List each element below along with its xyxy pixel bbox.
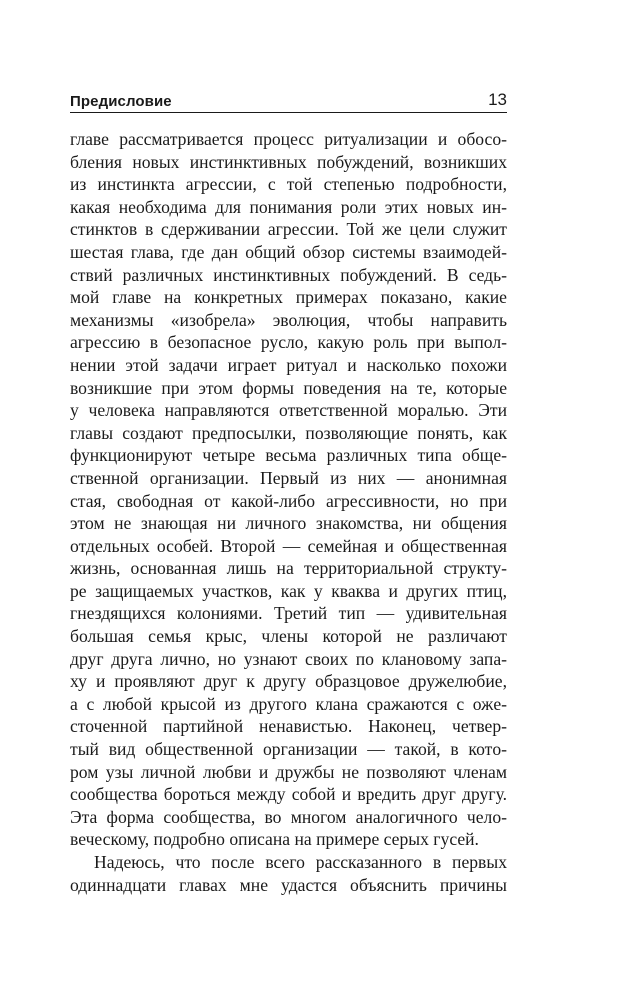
text-line: этом не знающая ни личного знакомства, ни общения: [70, 513, 507, 534]
text-line: функционируют четыре весьма различных типа обще-: [70, 445, 507, 466]
page-number: 13: [488, 90, 507, 109]
header-rule: [70, 112, 507, 113]
text-line: стинктов в сдерживании агрессии. Той же цели служит: [70, 219, 507, 240]
text-line: гнездящихся колониями. Третий тип — удивительная: [70, 603, 507, 624]
body-text: [70, 128, 507, 896]
text-line: у человека направляются ответственной моралью. Эти: [70, 400, 507, 421]
text-line: мой главе на конкретных примерах показано, какие: [70, 287, 507, 308]
text-line: главе рассматривается процесс ритуализации и обосо-: [70, 129, 507, 149]
text-line: а с любой крысой из другого клана сражаются с ожe-: [70, 693, 507, 714]
text-line: механизмы «изобрела» эволюция, чтобы направить: [70, 309, 507, 330]
text-line: ствий различных инстинктивных побуждений. В седь-: [70, 264, 507, 285]
text-line: ху и проявляют друг к другу образцовое дружелюбие,: [70, 671, 507, 692]
text-line: Эта форма сообщества, во многом аналогичного чело-: [70, 806, 507, 827]
text-line: из инстинкта агрессии, с той степенью подробности,: [70, 174, 507, 195]
text-line: отдельных особей. Второй — семейная и общественная: [70, 535, 507, 556]
text-line: шестая глава, где дан общий обзор системы взаимодей-: [70, 241, 507, 262]
paragraph-end-line: веческому, подробно описана на примере серых гусей.: [70, 829, 479, 850]
text-line: сообщества бороться между собой и вредить друг другу.: [70, 784, 507, 805]
text-line: тый вид общественной организации — такой, в котo-: [70, 739, 507, 760]
text-line: агрессию в безопасное русло, какую роль при выпол-: [70, 332, 507, 353]
text-line: возникшие при этом формы поведения на те, которые: [70, 377, 507, 398]
text-line: стая, свободная от какой-либо агрессивности, но при: [70, 490, 507, 511]
text-line: ственной организации. Первый из них — анонимная: [70, 467, 507, 488]
text-line: жизнь, основанная лишь на территориальной структу-: [70, 558, 507, 579]
text-line: какая необходима для понимания роли этих новых ин-: [70, 196, 507, 217]
text-line: сточенной партийной ненавистью. Наконец, четвер-: [70, 716, 507, 737]
text-line: ром узы личной любви и дружбы не позволяют членам: [70, 761, 507, 782]
text-line: одиннадцати главах мне удастся объяснить причины: [70, 874, 507, 895]
text-line: ре защищаемых участков, как у кваква и других птиц,: [70, 580, 507, 601]
running-title: Предисловие: [70, 93, 172, 110]
text-line: друг друга лично, но узнают своих по клановому запа-: [70, 648, 507, 669]
text-line: бления новых инстинктивных побуждений, возникших: [70, 151, 507, 172]
text-line: главы создают предпосылки, позволяющие понять, как: [70, 422, 507, 443]
running-header: [70, 86, 507, 110]
text-line: большая семья крыс, члены которой не различают: [70, 626, 507, 647]
text-line: нении этой задачи играет ритуал и насколько похожи: [70, 354, 507, 375]
paragraph-start-line: Надеюсь, что после всего рассказанного в первых: [94, 852, 507, 872]
